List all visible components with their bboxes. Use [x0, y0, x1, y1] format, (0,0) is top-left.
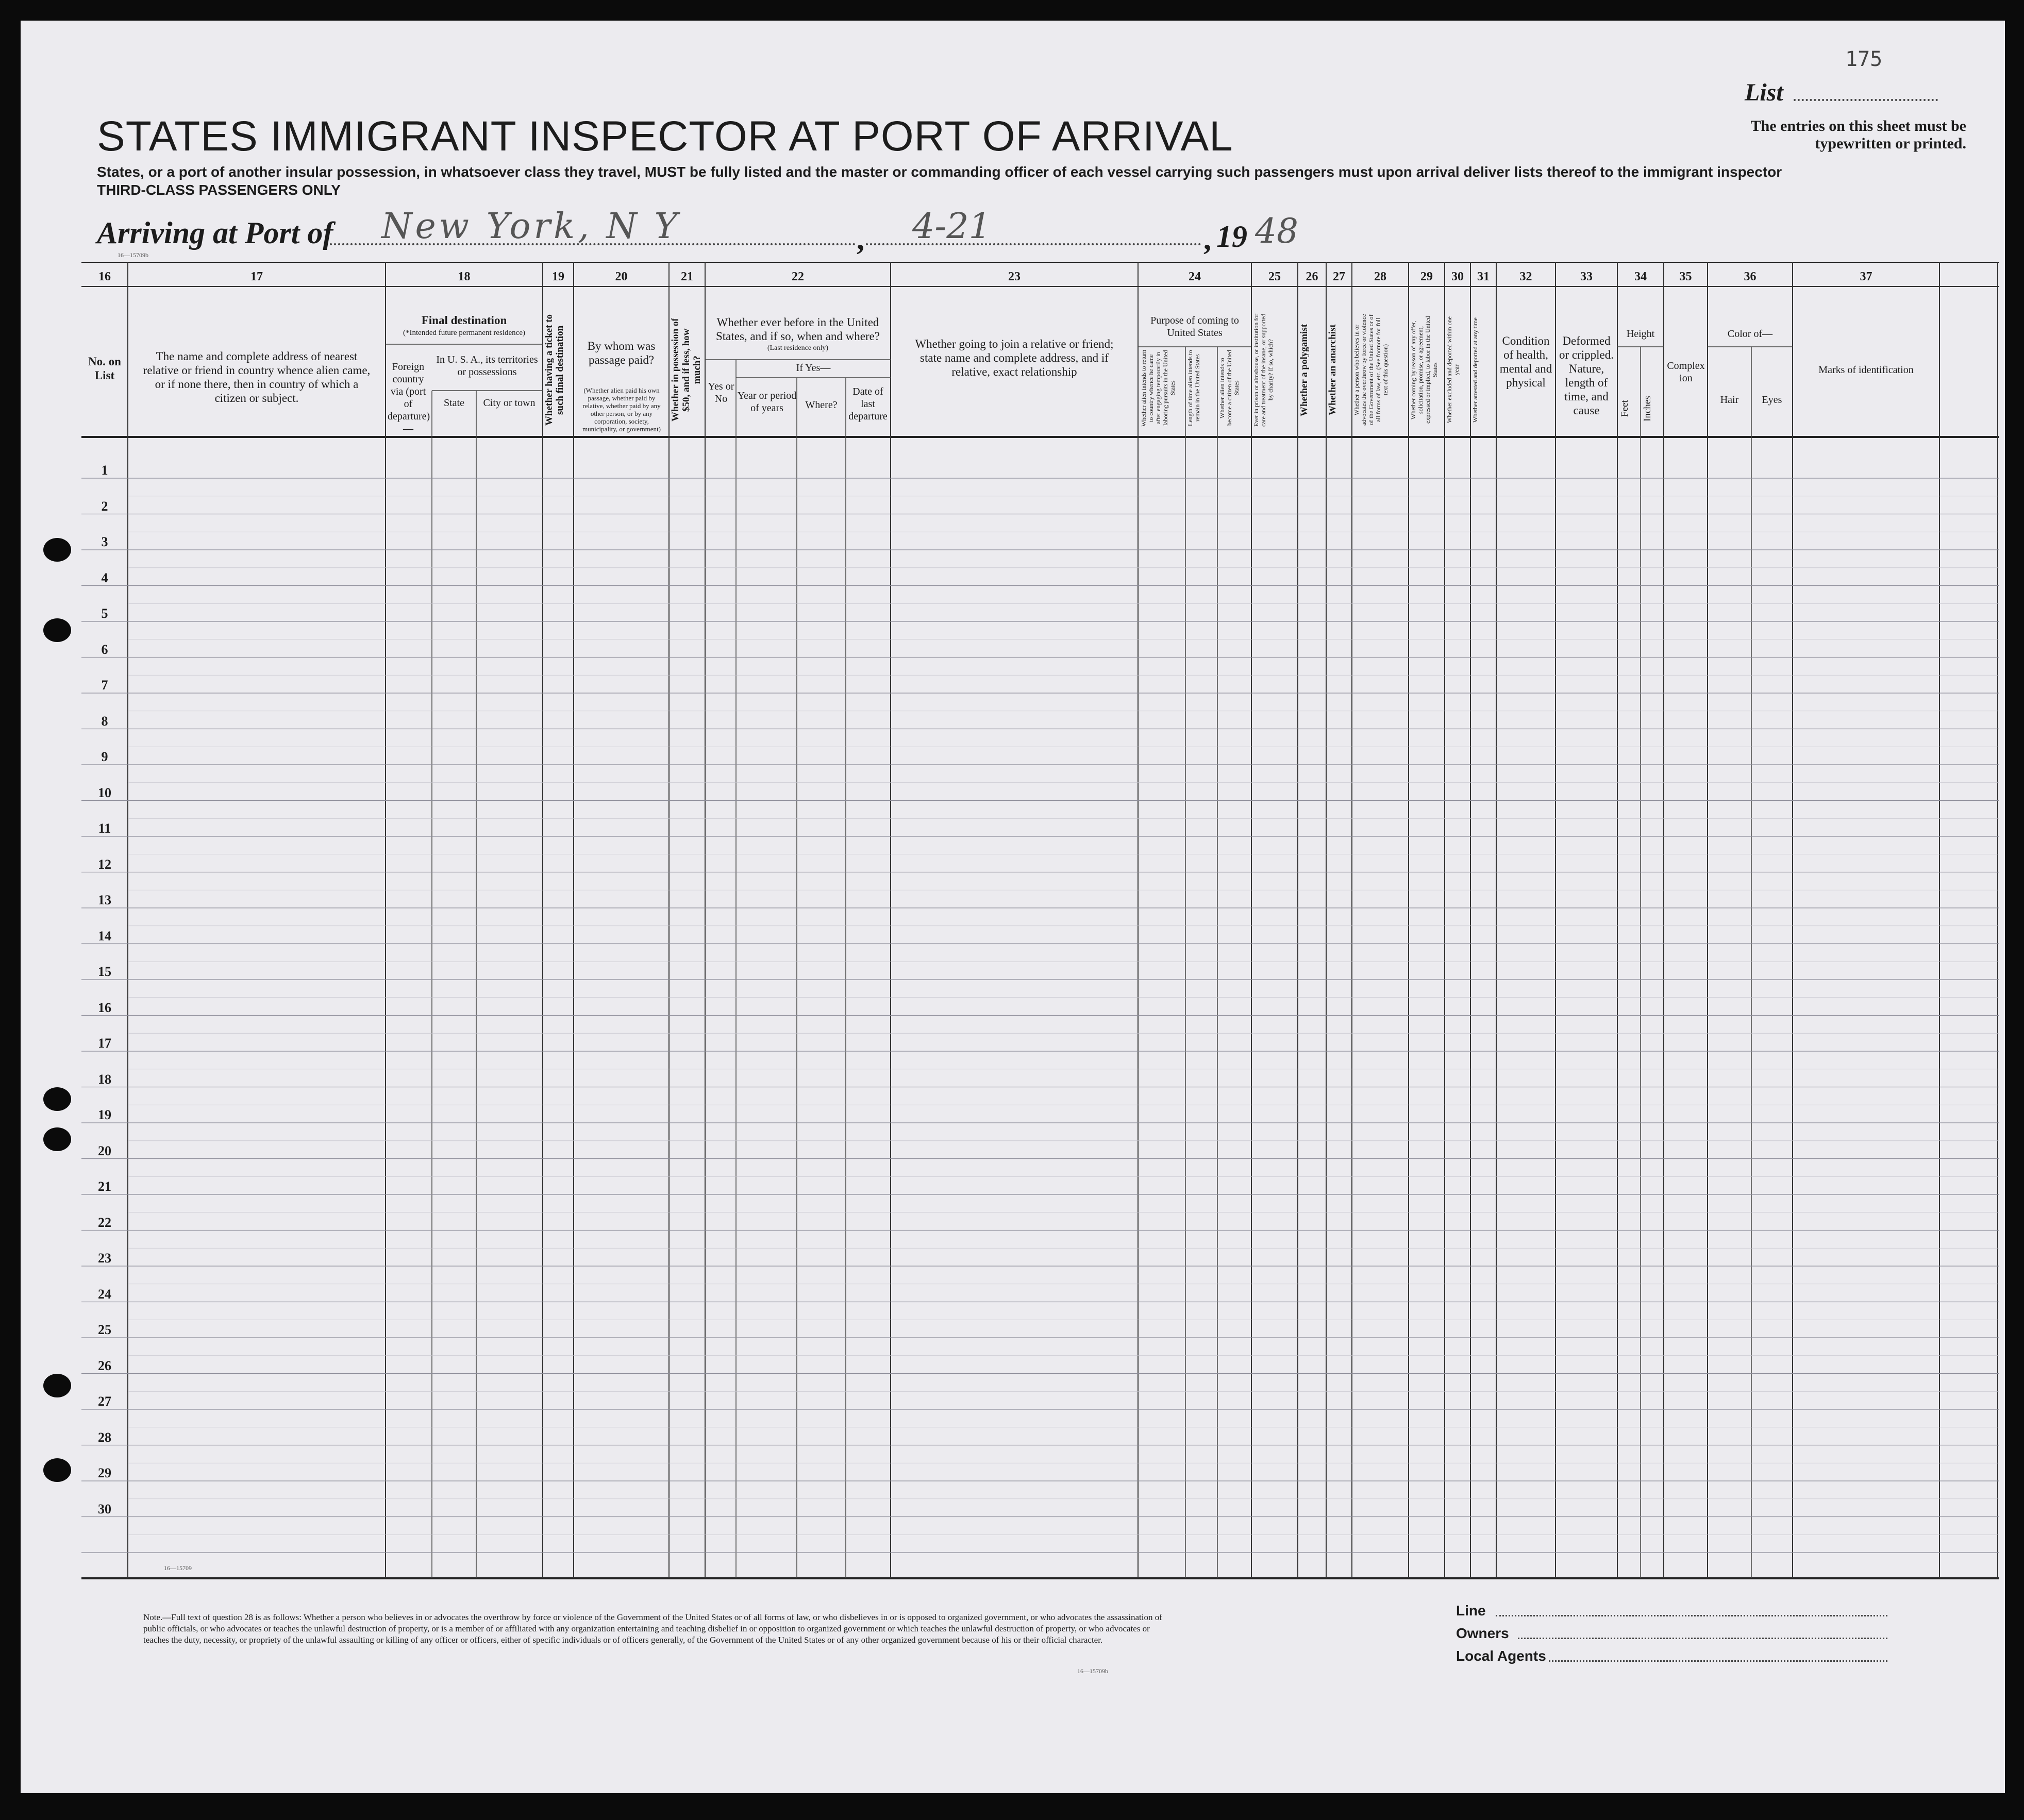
col-number-26: 26 [1306, 270, 1318, 283]
row-number: 12 [98, 856, 111, 872]
comma: , [1203, 222, 1211, 256]
comma: , [857, 222, 864, 256]
header-final-destination: Final destination [421, 314, 507, 327]
row-number: 10 [98, 785, 111, 800]
header-if-yes: If Yes— [796, 362, 831, 374]
header-last-residence-note: (Last residence only) [767, 344, 829, 352]
header-nearest-relative: The name and complete address of nearest relative or friend in country whence alien came, or if none there, then in country of which a citizen or subject. [143, 350, 371, 405]
row-number: 5 [101, 606, 108, 621]
header-excluded: Whether excluded and deported within one year [1446, 316, 1460, 424]
arriving-port-label: Arriving at Port of [97, 216, 333, 250]
punch-hole [43, 618, 71, 642]
col-number-17: 17 [250, 270, 263, 283]
row-number: 18 [98, 1071, 111, 1087]
col-number-35: 35 [1679, 270, 1692, 283]
header-year-period: Year or period of years [737, 390, 797, 414]
col-number-34: 34 [1634, 270, 1647, 283]
row-number: 1 [101, 463, 108, 478]
row-number: 25 [98, 1322, 111, 1337]
form-code-top: 16—15709b [118, 251, 148, 259]
punch-hole [43, 1087, 71, 1111]
row-number: 27 [98, 1394, 111, 1409]
year-handwritten: 48 [1255, 211, 1298, 251]
col-number-28: 28 [1374, 270, 1386, 283]
header-inches: Inches [1642, 396, 1653, 422]
header-prison: Ever in prison or almshouse, or institution for care and treatment of the insane, or supported by charity? If so, which? [1252, 313, 1274, 427]
row-number: 20 [98, 1143, 111, 1158]
table-grid [81, 262, 1999, 1586]
row-number: 11 [98, 821, 111, 836]
header-purpose-length: Length of time alien intends to remain in the United States [1186, 350, 1201, 426]
header-color-of: Color of— [1727, 328, 1773, 340]
row-number: 4 [101, 570, 108, 585]
row-number: 19 [98, 1107, 111, 1122]
header-polygamist: Whether a polygamist [1299, 324, 1310, 416]
signature-agents-field[interactable] [1549, 1660, 1887, 1662]
form-subtitle: States, or a port of another insular possession, in whatsoever class they travel, MUST be fully listed and the master or commanding officer of each vessel carrying such passengers must upon arrival deliver lists thereof to the immigrant inspector [97, 164, 1782, 180]
header-hair: Hair [1720, 394, 1739, 406]
col-number-16: 16 [98, 270, 111, 283]
page-number: 175 [1845, 47, 1883, 71]
header-no-on-list: No. on List [88, 355, 121, 382]
header-complexion: Complexion [1667, 360, 1705, 384]
col-number-21: 21 [681, 270, 693, 283]
header-height: Height [1626, 328, 1655, 340]
port-handwritten: New York, N Y [381, 206, 681, 247]
col-number-25: 25 [1268, 270, 1281, 283]
row-number: 26 [98, 1358, 111, 1373]
manifest-table [81, 262, 1999, 1586]
col-number-37: 37 [1860, 270, 1872, 283]
col-number-22: 22 [792, 270, 804, 283]
header-eyes: Eyes [1762, 394, 1782, 406]
signature-line-label: Line [1456, 1603, 1486, 1619]
header-overthrow: Whether a person who believes in or advocates the overthrow by force or violence of the Government of the United States or of all forms of law, etc. (See footnote for full text of this question) [1353, 314, 1389, 426]
header-passage-paid: By whom was passage paid? [587, 340, 656, 366]
punch-hole [43, 1458, 71, 1482]
footnote-question-28: Note.—Full text of question 28 is as follows: Whether a person who believes in or advocates the overthrow by force or violence of the Government of the United States or of all forms of law, or who disbelieves in or is opposed to organized government, or who advocates the assassination of public officials, or who advocates or teaches the unlawful destruction of property, or is a member of or affiliated with any organization entertaining and teaching disbelief in or opposition to organized government or which teaches the unlawful destruction of property, or who advocates or teaches the duty, necessity, or propriety of the unlawful assaulting or killing of any officer or officers, either of specific individuals or of officers generally, of the Government of the United States or of any other organized government because of his or their official character. [143, 1612, 1162, 1645]
row-number: 17 [98, 1036, 111, 1051]
row-number: 21 [98, 1179, 111, 1194]
row-number: 13 [98, 892, 111, 907]
row-number: 7 [101, 678, 108, 693]
row-number: 14 [98, 928, 111, 943]
header-fifty-dollars: Whether in possession of $50, and if less, how much? [670, 318, 702, 422]
footnote-form-code: 16—15709b [1077, 1667, 1108, 1675]
date-handwritten: 4-21 [912, 206, 991, 247]
header-ever-before-us: Whether ever before in the United States, and if so, when and where? [715, 316, 880, 343]
col-number-24: 24 [1189, 270, 1201, 283]
row-number: 16 [98, 1000, 111, 1015]
col-number-19: 19 [552, 270, 564, 283]
year-prefix: 19 [1216, 220, 1247, 254]
col-number-31: 31 [1477, 270, 1490, 283]
header-state: State [444, 397, 464, 409]
header-ticket: Whether having a ticket to such final destination [544, 314, 565, 426]
row-number: 24 [98, 1286, 111, 1302]
col-number-27: 27 [1333, 270, 1345, 283]
header-labor-offer: Whether coming by reason of any offer, solicitation, promise, or agreement, expressed or implied, to labor in the United States [1410, 316, 1438, 424]
signature-agents-label: Local Agents [1456, 1648, 1546, 1664]
row-number: 28 [98, 1429, 111, 1445]
col-number-29: 29 [1420, 270, 1433, 283]
header-city: City or town [483, 397, 536, 409]
list-number-field[interactable] [1794, 99, 1938, 101]
typewritten-instruction: The entries on this sheet must be typewritten or printed. [1750, 117, 1966, 152]
manifest-sheet [21, 21, 2005, 1793]
col-number-36: 36 [1744, 270, 1757, 283]
punch-hole [43, 1127, 71, 1151]
header-purpose: Purpose of coming to United States [1150, 315, 1239, 339]
list-label: List [1745, 79, 1783, 106]
row-number: 6 [101, 642, 108, 657]
header-usa-territories: In U. S. A., its territories or possessions [436, 354, 538, 378]
header-passage-paid-note: (Whether alien paid his own passage, whether paid by relative, whether paid by any other person, or by any corporation, society, municipality, or government) [582, 386, 661, 433]
punch-hole [43, 538, 71, 562]
row-number: 30 [98, 1501, 111, 1516]
form-title: STATES IMMIGRANT INSPECTOR AT PORT OF ARRIVAL [97, 113, 1233, 160]
form-code-bottom: 16—15709 [164, 1564, 192, 1572]
header-health: Condition of health, mental and physical [1499, 334, 1552, 389]
col-number-23: 23 [1008, 270, 1021, 283]
col-number-18: 18 [458, 270, 471, 283]
header-purpose-citizen: Whether alien intends to become a citizen of the United States [1218, 350, 1240, 426]
punch-hole [43, 1374, 71, 1397]
signature-owners-field[interactable] [1518, 1638, 1887, 1639]
header-marks-identification: Marks of identification [1818, 364, 1914, 376]
row-number: 2 [101, 498, 108, 514]
header-date-last-departure: Date of last departure [848, 386, 888, 422]
header-where: Where? [805, 399, 838, 411]
col-number-30: 30 [1451, 270, 1464, 283]
col-number-32: 32 [1519, 270, 1532, 283]
header-final-destination-note: (*Intended future permanent residence) [403, 329, 525, 337]
row-number: 23 [98, 1251, 111, 1266]
header-deformed: Deformed or crippled. Nature, length of time, and cause [1559, 334, 1614, 417]
row-number: 15 [98, 964, 111, 979]
signature-line-field[interactable] [1496, 1615, 1887, 1616]
header-foreign-country: Foreign country via (port of departure)— [388, 361, 430, 434]
header-arrested: Whether arrested and deported at any time [1471, 317, 1479, 423]
row-number: 8 [101, 713, 108, 729]
signature-owners-label: Owners [1456, 1625, 1509, 1641]
passenger-class: THIRD-CLASS PASSENGERS ONLY [97, 182, 341, 198]
header-purpose-return: Whether alien intends to return to country whence he came after engaging temporarily in laboring pursuits in the United States [1140, 349, 1176, 427]
row-number: 9 [101, 749, 108, 764]
row-number: 3 [101, 534, 108, 549]
row-number: 29 [98, 1465, 111, 1480]
header-feet: Feet [1619, 400, 1630, 417]
header-anarchist: Whether an anarchist [1327, 324, 1338, 416]
header-yes-or-no: Yes or No [708, 381, 734, 405]
col-number-33: 33 [1580, 270, 1593, 283]
col-number-20: 20 [615, 270, 628, 283]
header-join-relative: Whether going to join a relative or friend; state name and complete address, and if relative, exact relationship [915, 338, 1114, 378]
row-number: 22 [98, 1215, 111, 1230]
